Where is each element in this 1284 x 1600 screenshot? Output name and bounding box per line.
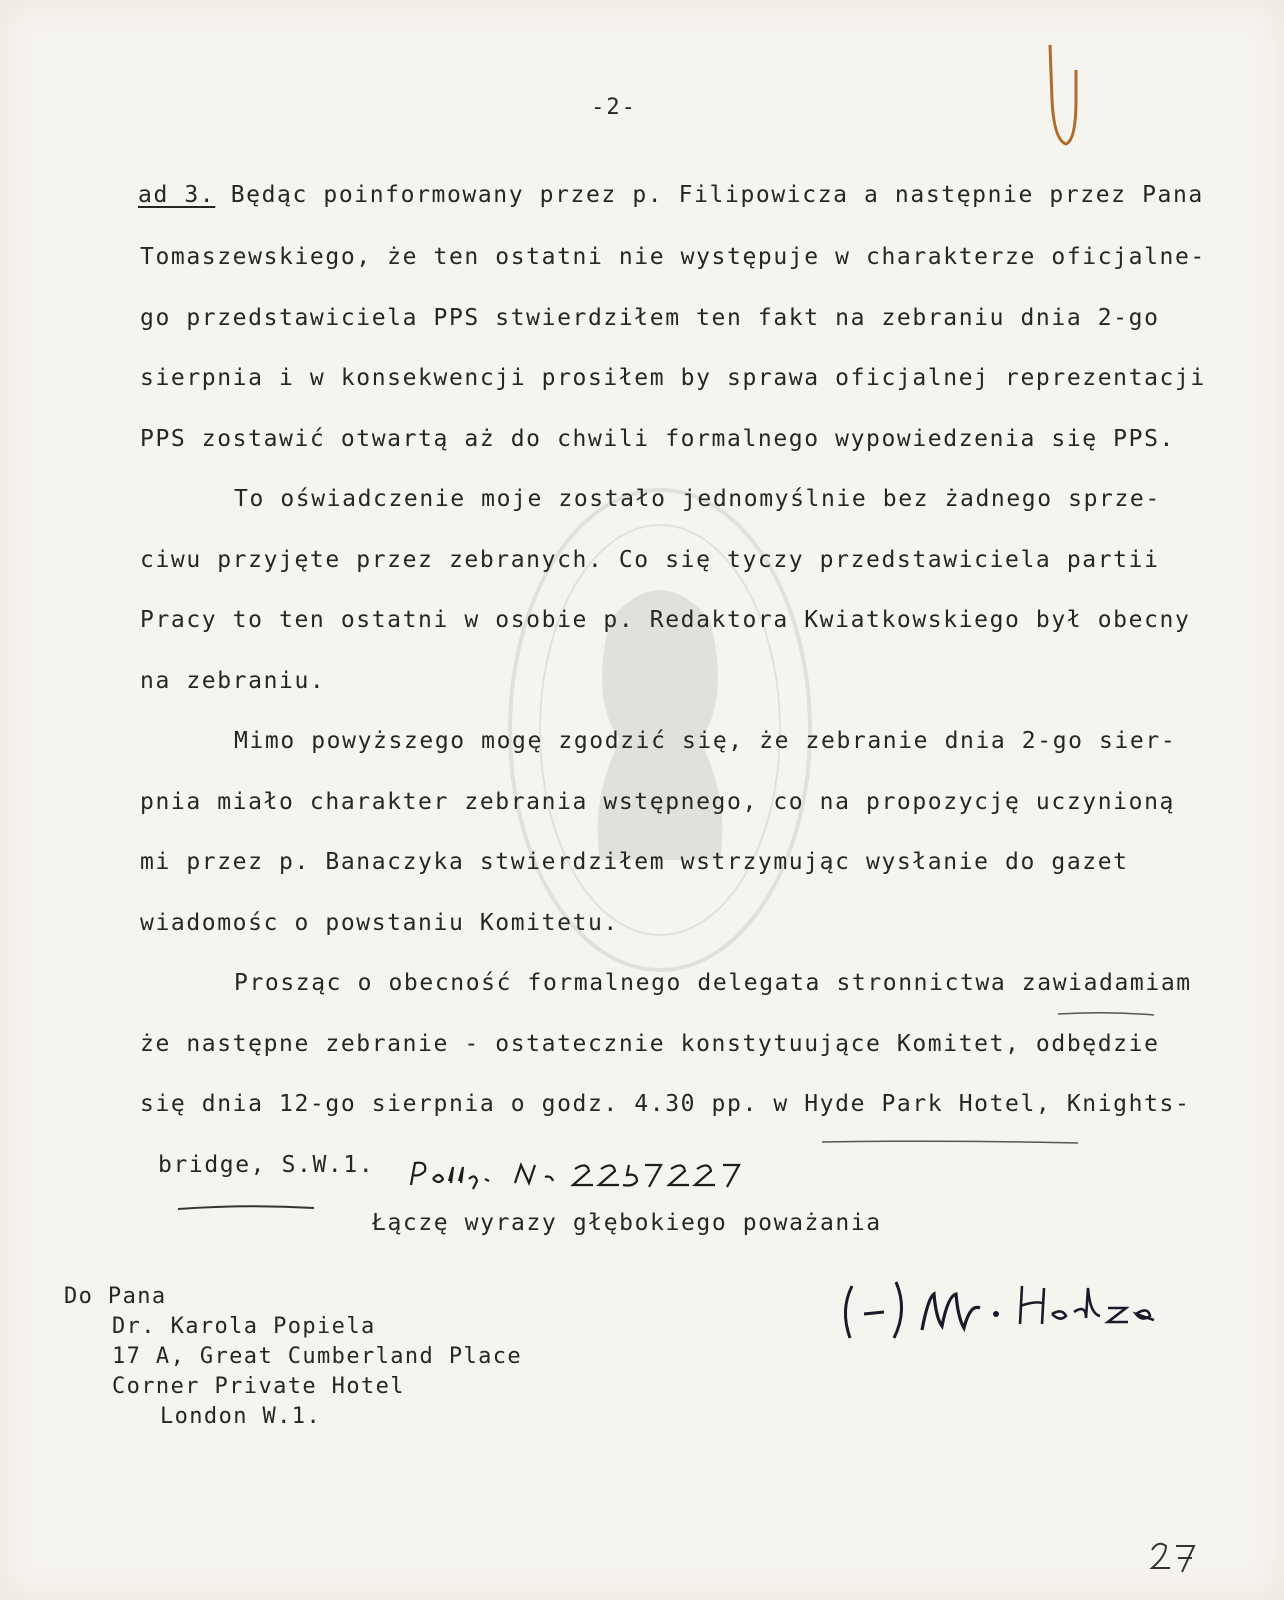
p3-line-4: wiadomośc o powstaniu Komitetu. <box>140 910 619 936</box>
p4-line-2: że następne zebranie - ostatecznie konstytuujące Komitet, odbędzie <box>140 1031 1160 1057</box>
address-line-2: Dr. Karola Popiela <box>112 1314 376 1339</box>
p2-line-2: ciwu przyjęte przez zebranych. Co się tyczy przedstawiciela partii <box>140 547 1160 573</box>
p2-line-4: na zebraniu. <box>140 668 326 694</box>
address-line-5: London W.1. <box>160 1404 322 1429</box>
handwritten-reference-note <box>405 1155 745 1195</box>
p1-line-3: go przedstawiciela PPS stwierdziłem ten fakt na zebraniu dnia 2-go <box>140 305 1160 331</box>
pencil-underline-address <box>176 1203 316 1213</box>
p1-line-4: sierpnia i w konsekwencji prosiłem by sprawa oficjalnej reprezentacji <box>140 365 1206 391</box>
p4-line-3: się dnia 12-go sierpnia o godz. 4.30 pp. w Hyde Park Hotel, Knights- <box>140 1091 1191 1117</box>
p3-line-1: Mimo powyższego mogę zgodzić się, że zebranie dnia 2-go sier- <box>234 728 1177 754</box>
item-label: ad 3. <box>138 182 216 208</box>
p4-line-4: bridge, S.W.1. <box>158 1152 375 1178</box>
p2-line-3: Pracy to ten ostatni w osobie p. Redaktora Kwiatkowskiego był obecny <box>140 607 1191 633</box>
folio-number-handwritten <box>1148 1538 1198 1578</box>
p3-line-2: pnia miało charakter zebrania wstępnego, co na propozycję uczynioną <box>140 789 1175 815</box>
address-line-1: Do Pana <box>64 1284 167 1309</box>
page-number: -2- <box>591 95 637 120</box>
p1-line-5: PPS zostawić otwartą aż do chwili formalnego wypowiedzenia się PPS. <box>140 426 1175 452</box>
p1-line-2: Tomaszewskiego, że ten ostatni nie występuje w charakterze oficjalne- <box>140 244 1206 270</box>
pencil-underline-hotel <box>820 1138 1080 1146</box>
closing-salutation: Łączę wyrazy głębokiego poważania <box>372 1210 882 1236</box>
p3-line-3: mi przez p. Banaczyka stwierdziłem wstrzymując wysłanie do gazet <box>140 849 1129 875</box>
p4-line-1: Prosząc o obecność formalnego delegata stronnictwa zawiadamiam <box>234 970 1192 996</box>
p2-line-1: To oświadczenie moje zostało jednomyślnie bez żadnego sprze- <box>234 486 1161 512</box>
address-line-3: 17 A, Great Cumberland Place <box>112 1344 523 1369</box>
address-line-4: Corner Private Hotel <box>112 1374 405 1399</box>
handwritten-signature <box>838 1268 1208 1348</box>
p1-line-1-text: Będąc poinformowany przez p. Filipowicza a następnie przez Pana <box>215 182 1204 208</box>
pencil-underline <box>1056 1010 1156 1018</box>
p1-line-1 <box>138 184 1204 207</box>
